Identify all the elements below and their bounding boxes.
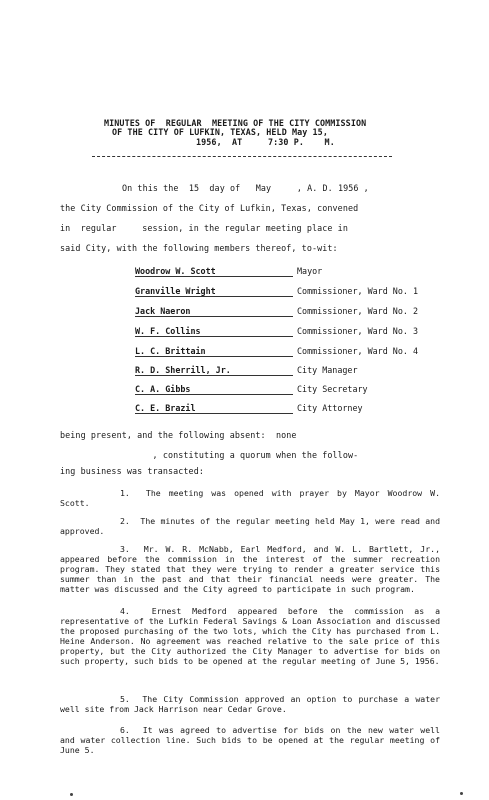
intro-line4: said City, with the following members thereof, to-wit: — [60, 243, 338, 253]
minutes-item-5 — [60, 694, 440, 714]
quorum-line2: , constituting a quorum when the follow- — [60, 450, 359, 460]
item-text: The City Commission approved an option to purchase a water well site from Jack Harrison near Cedar Grove. — [60, 694, 441, 714]
item-text: Mr. W. R. McNabb, Earl Medford, and W. L. Bartlett, Jr., appeared before the commission in the interest of the summer recreation program. They stated that they were trying to render a greater service this summer than in the past and that their financial needs were greater. The matter was discussed and the City agreed to participate in such program. — [60, 544, 441, 594]
item-number: 5. — [120, 694, 130, 704]
member-row: L. C. Brittain Commissioner, Ward No. 4 — [135, 346, 419, 356]
quorum-line1: being present, and the following absent: none — [60, 430, 297, 440]
minutes-item-1 — [60, 488, 440, 508]
item-number: 2. — [120, 516, 130, 526]
minutes-heading-line2: OF THE CITY OF LUFKIN, TEXAS, HELD May 15, — [112, 127, 328, 137]
item-number: 6. — [120, 725, 130, 735]
minutes-heading-line3: 1956, AT 7:30 P. M. — [196, 137, 335, 147]
quorum-line3: ing business was transacted: — [60, 466, 204, 476]
intro-line2: the City Commission of the City of Lufkin, Texas, convened — [60, 203, 359, 213]
item-number: 1. — [120, 488, 130, 498]
member-row: Jack Naeron Commissioner, Ward No. 2 — [135, 306, 419, 316]
member-row: C. E. Brazil City Attorney — [135, 403, 363, 413]
intro-line1: On this the 15 day of May , A. D. 1956 , — [122, 183, 369, 193]
member-row: R. D. Sherrill, Jr. City Manager — [135, 365, 358, 375]
minutes-item-3 — [60, 544, 440, 594]
member-row: C. A. Gibbs City Secretary — [135, 384, 368, 394]
scan-speck — [460, 792, 463, 795]
member-row: Woodrow W. Scott Mayor — [135, 266, 323, 276]
item-text: The meeting was opened with prayer by Mayor Woodrow W. Scott. — [60, 488, 440, 508]
item-number: 4. — [120, 606, 130, 616]
member-row: W. F. Collins Commissioner, Ward No. 3 — [135, 326, 419, 336]
minutes-heading-line1: MINUTES OF REGULAR MEETING OF THE CITY COMMISSION — [104, 118, 367, 128]
minutes-item-4 — [60, 606, 440, 666]
minutes-item-2 — [60, 516, 440, 536]
member-row: Granville Wright Commissioner, Ward No. 1 — [135, 286, 419, 296]
item-text: It was agreed to advertise for bids on the new water well and water collection line. Such bids to be opened at the regular meeting of June 5. — [60, 725, 440, 755]
item-text: The minutes of the regular meeting held May 1, were read and approved. — [60, 516, 441, 536]
scan-speck — [70, 793, 73, 796]
intro-line3: in regular session, in the regular meeting place in — [60, 223, 348, 233]
minutes-item-6 — [60, 725, 440, 755]
item-text: Ernest Medford appeared before the commission as a representative of the Lufkin Federal Savings & Loan Association and discussed the proposed purchasing of the two lots, which the City has purchased from L. Heine Anderson. No agreement was reached relative to the sale price of this property, but the City authorized the City Manager to advertise for bids on such property, such bids to be opened at the regular meeting of June 5, 1956. — [60, 606, 441, 666]
item-number: 3. — [120, 544, 130, 554]
heading-divider — [92, 156, 392, 157]
